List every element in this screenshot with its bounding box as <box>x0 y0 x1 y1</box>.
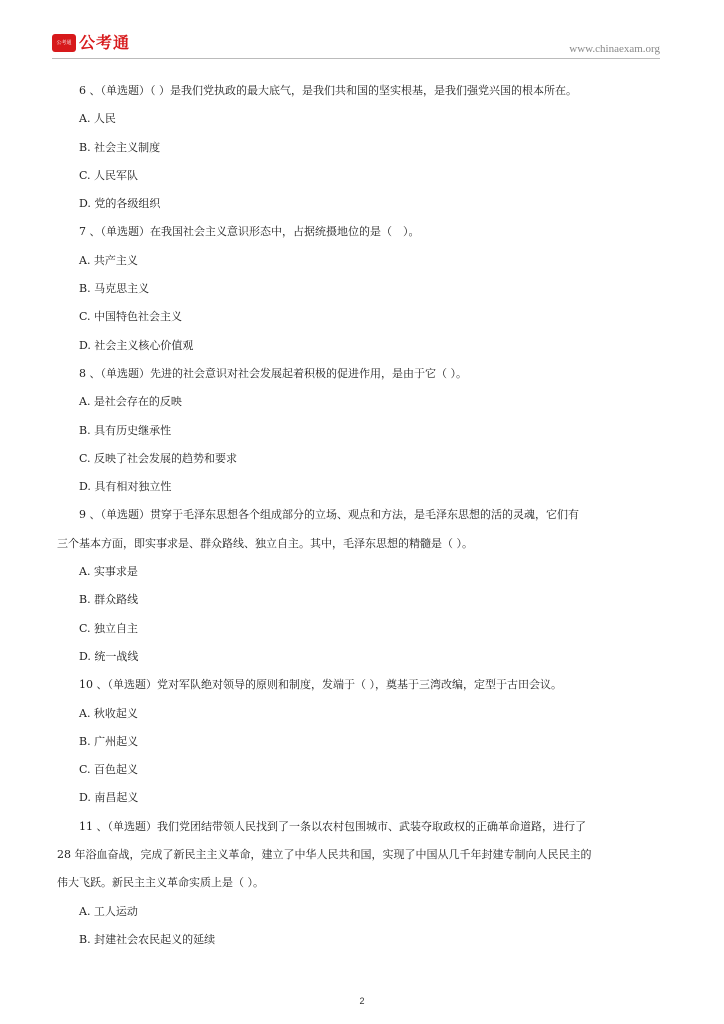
question-text: 8 、（单选题）先进的社会意识对社会发展起着积极的促进作用，是由于它（ ）。 <box>79 366 467 380</box>
answer-option: B. 群众路线 <box>79 593 139 607</box>
answer-option: A. 共产主义 <box>79 253 138 267</box>
answer-option: A. 秋收起义 <box>79 706 138 720</box>
question-text-continued: 28 年浴血奋战，完成了新民主主义革命，建立了中华人民共和国，实现了中国从几千年封建专制向人民民主的 <box>57 848 592 862</box>
answer-option: D. 南昌起义 <box>79 791 139 805</box>
header-divider <box>52 58 660 59</box>
answer-option: D. 统一战线 <box>79 649 139 663</box>
question-list <box>57 77 669 954</box>
answer-option: C. 人民军队 <box>79 168 139 182</box>
answer-option: C. 中国特色社会主义 <box>79 310 183 324</box>
question-text: 6 、（单选题）（ ）是我们党执政的最大底气，是我们共和国的坚实根基，是我们强党兴国的根本所在。 <box>79 84 577 97</box>
page-number: 2 <box>359 996 365 1006</box>
answer-option: D. 党的各级组织 <box>79 197 161 211</box>
answer-option: A. 实事求是 <box>79 565 138 579</box>
answer-option: B. 具有历史继承性 <box>79 423 172 437</box>
answer-option: C. 独立自主 <box>79 621 139 635</box>
answer-option: B. 广州起义 <box>79 734 139 748</box>
question-text: 11 、（单选题）我们党团结带领人民找到了一条以农村包围城市、武装夺取政权的正确革命道路，进行了 <box>79 819 586 833</box>
answer-option: B. 马克思主义 <box>79 282 150 296</box>
answer-option: D. 具有相对独立性 <box>79 480 172 494</box>
question-text-continued: 伟大飞跃。新民主主义革命实质上是（ ）。 <box>57 876 264 890</box>
page-header <box>0 0 724 62</box>
site-url[interactable]: www.chinaexam.org <box>569 43 660 55</box>
answer-option: A. 是社会存在的反映 <box>79 395 182 409</box>
logo-badge: 公考通 <box>52 34 76 52</box>
logo-text: 公考通 <box>79 33 131 52</box>
answer-option: C. 反映了社会发展的趋势和要求 <box>79 451 238 465</box>
answer-option: A. 人民 <box>79 112 116 126</box>
question-text: 9 、（单选题）贯穿于毛泽东思想各个组成部分的立场、观点和方法，是毛泽东思想的活的灵魂，它们有 <box>79 508 579 522</box>
answer-option: B. 封建社会农民起义的延续 <box>79 932 216 946</box>
answer-option: D. 社会主义核心价值观 <box>79 338 194 352</box>
question-text: 10 、（单选题）党对军队绝对领导的原则和制度，发端于（ ），奠基于三湾改编，定型于古田会议。 <box>79 678 562 692</box>
answer-option: C. 百色起义 <box>79 763 139 777</box>
question-text-continued: 三个基本方面，即实事求是、群众路线、独立自主。其中，毛泽东思想的精髓是（ ）。 <box>57 536 473 550</box>
answer-option: A. 工人运动 <box>79 904 138 918</box>
question-text: 7 、（单选题）在我国社会主义意识形态中，占据统摄地位的是（ ）。 <box>79 225 420 239</box>
answer-option: B. 社会主义制度 <box>79 140 161 154</box>
